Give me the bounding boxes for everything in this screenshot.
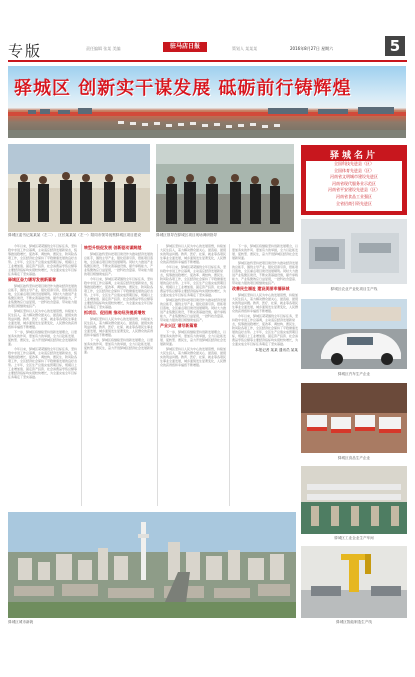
namecard-item: 全省招商引资先进区 [336,200,372,206]
namecard-item: 河南省平安建设先进县（区） [328,187,380,193]
banner-headline: 驿城区 创新实干谋发展 砥砺前行铸辉煌 [14,78,352,99]
namecard-item: 全国体育先进县（区） [334,167,374,173]
caption-photo-4: 驿城区汽车生产企业 [337,372,371,376]
caption-photo-2: 驿城区领导在驿城区项目现场调研指导 [156,233,218,237]
article-paragraph: 驿城区始终坚持把项目建设作为推动经济发展的总抓手，围绕主导产业，强化招商引资，狠抓项目落地，全区重点项目建设进展顺利。同时大力推进产业集聚区建设，不断完善基础设施，提升承载能力，产业集聚效应日益显现，一批科技含量高、带动能力强的项目相继建成投产。 [84,252,154,276]
district-namecard [301,145,407,215]
photo-car-plant [301,299,407,369]
issue-date: 2016年8月27日 星期六 [290,46,334,51]
article-subhead: 抓项目、促招商 推动经济提质增效 [84,310,146,315]
header-rule [8,60,407,62]
article-paragraph: 今年以来，驿城区紧紧围绕全年目标任务，坚持稳中求进工作总基调，主动适应经济发展新常态，统筹推进稳增长、促改革、调结构、惠民生、防风险各项工作，全区经济社会保持了平稳健康发展的良好态势。上半年，全区生产总值完成预期目标，规模以上工业增加值、固定资产投资、社会消费品零售总额等主要经济指标均实现较快增长，为全面完成全年目标任务奠定了坚实基础。 [232,314,298,346]
article-byline: 本报记者 某某 通讯员 某某 [255,348,298,352]
article-paragraph: 下一步，驿城区将继续坚持创新发展理念，以更加务实的作风、更加有力的举措，全力以赴抓发展、促转型、惠民生，奋力开创驿城区经济社会发展新局面。 [160,330,226,346]
article-column-4 [232,244,298,506]
article-subhead: 驿城区奋力谱写发展新篇章 [8,277,56,282]
caption-photo-7: 驿城区智能制造生产线 [336,620,372,624]
newspaper-logo: 驻马店日报 [163,42,207,52]
photo-robot-line [301,546,407,618]
article-paragraph: 驿城区坚持以人民为中心的发展思想，持续加大民生投入，着力解决群众最关心、最直接、最现实的利益问题。教育、医疗、社保、就业等各项民生事业全面发展，城乡面貌发生显著变化，人民群众的获得感和幸福感不断增强。 [160,244,226,264]
section-title: 专版 [8,42,43,60]
article-paragraph: 驿城区始终坚持把项目建设作为推动经济发展的总抓手，围绕主导产业，强化招商引资，狠抓项目落地，全区重点项目建设进展顺利。同时大力推进产业集聚区建设，不断完善基础设施，提升承载能力，产业集聚效应日益显现，一批科技含量高、带动能力强的项目相继建成投产。 [232,261,298,285]
column-divider [81,244,82,506]
article-paragraph: 今年以来，驿城区紧紧围绕全年目标任务，坚持稳中求进工作总基调，主动适应经济发展新常态，统筹推进稳增长、促改革、调结构、惠民生、防风险各项工作，全区经济社会保持了平稳健康发展的良好态势。上半年，全区生产总值完成预期目标，规模以上工业增加值、固定资产投资、社会消费品零售总额等主要经济指标均实现较快增长，为全面完成全年目标任务奠定了坚实基础。 [8,347,78,379]
namecard-list [306,161,402,211]
article-paragraph: 下一步，驿城区将继续坚持创新发展理念，以更加务实的作风、更加有力的举措，全力以赴抓发展、促转型、惠民生，奋力开创驿城区经济社会发展新局面。 [8,330,78,346]
photo-officials-right [156,144,294,232]
article-paragraph: 今年以来，驿城区紧紧围绕全年目标任务，坚持稳中求进工作总基调，主动适应经济发展新常态，统筹推进稳增长、促改革、调结构、惠民生、防风险各项工作，全区经济社会保持了平稳健康发展的良好态势。上半年，全区生产总值完成预期目标，规模以上工业增加值、固定资产投资、社会消费品零售总额等主要经济指标均实现较快增长，为全面完成全年目标任务奠定了坚实基础。 [84,277,154,309]
namecard-item: 河南省食品工业强区 [336,193,372,199]
caption-city: 驿城区城市新貌 [8,620,34,624]
caption-photo-3: 驿城区农业产业化项目生产线 [330,287,378,291]
photo-officials-left [8,144,150,232]
namecard-item: 全国科技先进县（区） [334,161,374,166]
article-paragraph: 今年以来，驿城区紧紧围绕全年目标任务，坚持稳中求进工作总基调，主动适应经济发展新常态，统筹推进稳增长、促改革、调结构、惠民生、防风险各项工作，全区经济社会保持了平稳健康发展的良好态势。上半年，全区生产总值完成预期目标，规模以上工业增加值、固定资产投资、社会消费品零售总额等主要经济指标均实现较快增长，为全面完成全年目标任务奠定了坚实基础。 [8,244,78,276]
column-divider [229,244,230,506]
article-paragraph: 驿城区始终坚持把项目建设作为推动经济发展的总抓手，围绕主导产业，强化招商引资，狠抓项目落地，全区重点项目建设进展顺利。同时大力推进产业集聚区建设，不断完善基础设施，提升承载能力，产业集聚效应日益显现，一批科技含量高、带动能力强的项目相继建成投产。 [8,284,78,308]
photo-food-plant [301,383,407,453]
article-subhead: 转型升级促发展 创新驱动谋跨越 [84,245,142,250]
photo-factory-line [301,219,407,284]
page-number: 5 [385,36,405,56]
caption-photo-5: 驿城区食品生产企业 [337,456,371,460]
article-paragraph: 驿城区坚持以人民为中心的发展思想，持续加大民生投入，着力解决群众最关心、最直接、最现实的利益问题。教育、医疗、社保、就业等各项民生事业全面发展，城乡面貌发生显著变化，人民群众的获得感和幸福感不断增强。 [160,347,226,367]
article-paragraph: 驿城区始终坚持把项目建设作为推动经济发展的总抓手，围绕主导产业，强化招商引资，狠抓项目落地，全区重点项目建设进展顺利。同时大力推进产业集聚区建设，不断完善基础设施，提升承载能力，产业集聚效应日益显现，一批科技含量高、带动能力强的项目相继建成投产。 [160,298,226,322]
article-paragraph: 下一步，驿城区将继续坚持创新发展理念，以更加务实的作风、更加有力的举措，全力以赴抓发展、促转型、惠民生，奋力开创驿城区经济社会发展新局面。 [84,338,154,354]
planner-credit: 策划人 某某某 [232,46,258,51]
article-column-1 [8,244,78,506]
namecard-item: 河南省现代服务业示范区 [332,180,376,186]
article-paragraph: 驿城区坚持以人民为中心的发展思想，持续加大民生投入，着力解决群众最关心、最直接、最现实的利益问题。教育、医疗、社保、就业等各项民生事业全面发展，城乡面貌发生显著变化，人民群众的获得感和幸福感不断增强。 [232,293,298,313]
photo-city-skyline [8,512,296,618]
namecard-title: 驿城名片 [329,151,378,161]
photo-workshop [301,466,407,534]
article-paragraph: 今年以来，驿城区紧紧围绕全年目标任务，坚持稳中求进工作总基调，主动适应经济发展新常态，统筹推进稳增长、促改革、调结构、惠民生、防风险各项工作，全区经济社会保持了平稳健康发展的良好态势。上半年，全区生产总值完成预期目标，规模以上工业增加值、固定资产投资、社会消费品零售总额等主要经济指标均实现较快增长，为全面完成全年目标任务奠定了坚实基础。 [160,265,226,297]
article-paragraph: 驿城区坚持以人民为中心的发展思想，持续加大民生投入，着力解决群众最关心、最直接、最现实的利益问题。教育、医疗、社保、就业等各项民生事业全面发展，城乡面貌发生显著变化，人民群众的获得感和幸福感不断增强。 [8,309,78,329]
caption-photo-1: 驿城区委书记某某某（左二）、区长某某某（左一）陪同市领导视察驿城区项目建设 [8,233,141,237]
article-paragraph: 驿城区坚持以人民为中心的发展思想，持续加大民生投入，着力解决群众最关心、最直接、最现实的利益问题。教育、医疗、社保、就业等各项民生事业全面发展，城乡面貌发生显著变化，人民群众的获得感和幸福感不断增强。 [84,317,154,337]
column-divider [157,244,158,506]
caption-photo-6: 驿城区工业企业生产车间 [334,536,374,540]
editor-credit: 责任编辑 张某 美编 [86,46,121,51]
article-paragraph: 下一步，驿城区将继续坚持创新发展理念，以更加务实的作风、更加有力的举措，全力以赴抓发展、促转型、惠民生，奋力开创驿城区经济社会发展新局面。 [232,244,298,260]
article-subhead: 产业兴区 谱写新篇章 [160,323,198,328]
article-subhead: 改善民生福祉 建设美丽幸福驿城 [232,286,290,291]
namecard-item: 河南省文明城市建设先进区 [330,174,378,180]
article-column-3 [160,244,226,506]
article-column-2 [84,244,154,506]
banner [8,66,406,138]
